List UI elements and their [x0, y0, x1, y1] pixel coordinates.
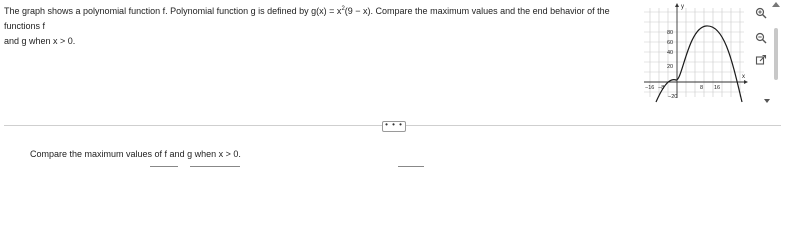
external-link-icon[interactable] [754, 54, 768, 68]
y-axis-arrow [675, 3, 679, 7]
y-axis-label: y [681, 4, 684, 10]
zoom-out-icon[interactable] [754, 32, 768, 46]
problem-statement [4, 4, 644, 49]
scroll-down-arrow-icon[interactable] [764, 99, 770, 103]
answer-box[interactable] [150, 166, 178, 170]
y-tick-label: 20 [667, 64, 674, 70]
more-options-button[interactable]: • • • [382, 121, 406, 132]
exponent: 2 [341, 6, 345, 12]
y-tick-label: 40 [667, 50, 674, 56]
x-axis-arrow [744, 80, 748, 84]
question-text: Compare the maximum values of f and g when x > 0. [30, 149, 241, 159]
y-tick-label: 80 [667, 30, 674, 36]
answer-box[interactable] [190, 166, 240, 170]
x-tick-label: 16 [714, 85, 721, 91]
scrollbar-thumb[interactable] [774, 28, 778, 80]
y-tick-label: 60 [667, 40, 674, 46]
zoom-in-icon[interactable] [754, 7, 768, 21]
y-tick-label: −20 [668, 94, 678, 100]
x-tick-label: 8 [700, 85, 704, 91]
answer-box[interactable] [398, 166, 424, 170]
function-graph [640, 0, 752, 105]
prompt-text-2: (9 − x). Compare the maximum values and the end behavior of the functions f [4, 6, 610, 31]
x-tick-label: −16 [645, 85, 655, 91]
prompt-text-1: The graph shows a polynomial function f. Polynomial function g is defined by g(x) = x [4, 6, 342, 16]
scroll-up-arrow-icon[interactable] [772, 2, 780, 7]
x-axis-label: x [742, 74, 745, 80]
x-tick-label: −8 [658, 85, 665, 91]
prompt-text-3: and g when x > 0. [4, 36, 76, 46]
